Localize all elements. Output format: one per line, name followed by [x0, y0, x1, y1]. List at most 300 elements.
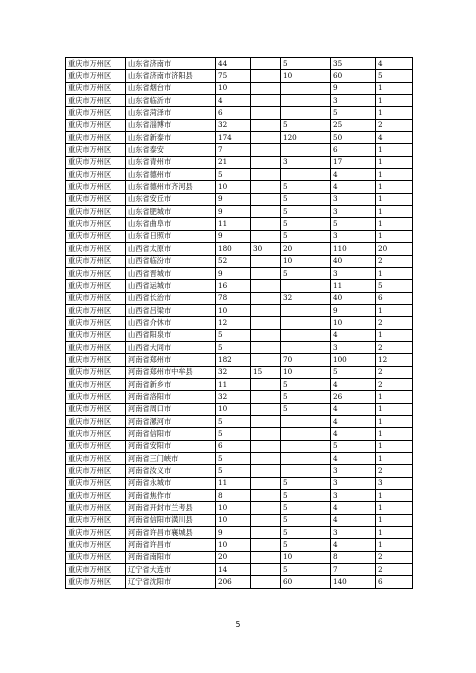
total-cell: 32: [216, 366, 251, 378]
col-b-cell: 15: [251, 366, 281, 378]
col-e-cell: 1: [376, 329, 413, 341]
table-row: [66, 119, 413, 131]
origin-cell: 重庆市万州区: [66, 169, 126, 181]
col-c-cell: 70: [281, 354, 331, 366]
col-e-cell: 1: [376, 415, 413, 427]
table-row: [66, 502, 413, 514]
col-b-cell: [251, 95, 281, 107]
col-c-cell: 5: [281, 391, 331, 403]
col-b-cell: [251, 218, 281, 230]
table-row: [66, 415, 413, 427]
col-c-cell: [281, 304, 331, 316]
col-e-cell: 4: [376, 58, 413, 70]
origin-cell: 重庆市万州区: [66, 403, 126, 415]
col-e-cell: 2: [376, 366, 413, 378]
origin-cell: 重庆市万州区: [66, 477, 126, 489]
col-e-cell: 12: [376, 354, 413, 366]
total-cell: 9: [216, 267, 251, 279]
destination-cell: 河南省漯河市: [126, 415, 216, 427]
destination-cell: 河南省汝义市: [126, 465, 216, 477]
col-b-cell: [251, 206, 281, 218]
table-row: [66, 551, 413, 563]
table-row: [66, 403, 413, 415]
data-table: [65, 57, 413, 589]
destination-cell: 山东省德州市齐河县: [126, 181, 216, 193]
destination-cell: 山西省阳泉市: [126, 329, 216, 341]
origin-cell: 重庆市万州区: [66, 391, 126, 403]
col-e-cell: 3: [376, 477, 413, 489]
destination-cell: 河南省三门峡市: [126, 453, 216, 465]
col-c-cell: 5: [281, 378, 331, 390]
col-d-cell: 100: [331, 354, 376, 366]
origin-cell: 重庆市万州区: [66, 218, 126, 230]
destination-cell: 河南省周口市: [126, 403, 216, 415]
col-e-cell: 1: [376, 440, 413, 452]
col-e-cell: 1: [376, 539, 413, 551]
origin-cell: 重庆市万州区: [66, 156, 126, 168]
origin-cell: 重庆市万州区: [66, 378, 126, 390]
col-b-cell: [251, 403, 281, 415]
total-cell: 11: [216, 477, 251, 489]
col-d-cell: 4: [331, 378, 376, 390]
col-e-cell: 1: [376, 490, 413, 502]
table-row: [66, 354, 413, 366]
col-c-cell: 5: [281, 193, 331, 205]
destination-cell: 山东省菏泽市: [126, 107, 216, 119]
destination-cell: 山西省吕梁市: [126, 304, 216, 316]
table-row: [66, 378, 413, 390]
destination-cell: 河南省焦作市: [126, 490, 216, 502]
table-row: [66, 304, 413, 316]
origin-cell: 重庆市万州区: [66, 341, 126, 353]
destination-cell: 河南省洛阳市: [126, 391, 216, 403]
total-cell: 16: [216, 280, 251, 292]
col-d-cell: 35: [331, 58, 376, 70]
table-row: [66, 280, 413, 292]
origin-cell: 重庆市万州区: [66, 415, 126, 427]
origin-cell: 重庆市万州区: [66, 292, 126, 304]
col-c-cell: 5: [281, 564, 331, 576]
col-b-cell: [251, 292, 281, 304]
origin-cell: 重庆市万州区: [66, 144, 126, 156]
col-b-cell: [251, 490, 281, 502]
col-d-cell: 3: [331, 230, 376, 242]
col-c-cell: [281, 144, 331, 156]
col-e-cell: 1: [376, 267, 413, 279]
total-cell: 12: [216, 317, 251, 329]
col-b-cell: [251, 378, 281, 390]
origin-cell: 重庆市万州区: [66, 564, 126, 576]
col-d-cell: 3: [331, 95, 376, 107]
origin-cell: 重庆市万州区: [66, 539, 126, 551]
destination-cell: 河南省信阳市: [126, 428, 216, 440]
table-row: [66, 218, 413, 230]
destination-cell: 河南省许昌市: [126, 539, 216, 551]
col-b-cell: [251, 477, 281, 489]
total-cell: 11: [216, 218, 251, 230]
col-c-cell: 10: [281, 366, 331, 378]
col-d-cell: 40: [331, 292, 376, 304]
total-cell: 10: [216, 502, 251, 514]
destination-cell: 山西省大同市: [126, 341, 216, 353]
table-row: [66, 132, 413, 144]
origin-cell: 重庆市万州区: [66, 267, 126, 279]
col-b-cell: [251, 82, 281, 94]
col-c-cell: 5: [281, 58, 331, 70]
col-c-cell: 5: [281, 230, 331, 242]
col-b-cell: [251, 527, 281, 539]
table-row: [66, 255, 413, 267]
total-cell: 10: [216, 304, 251, 316]
col-b-cell: [251, 317, 281, 329]
col-d-cell: 4: [331, 453, 376, 465]
col-d-cell: 6: [331, 144, 376, 156]
origin-cell: 重庆市万州区: [66, 317, 126, 329]
table-row: [66, 181, 413, 193]
table-row: [66, 564, 413, 576]
col-c-cell: [281, 82, 331, 94]
origin-cell: 重庆市万州区: [66, 490, 126, 502]
col-c-cell: 5: [281, 514, 331, 526]
col-b-cell: [251, 341, 281, 353]
col-b-cell: [251, 280, 281, 292]
col-d-cell: 4: [331, 539, 376, 551]
total-cell: 10: [216, 403, 251, 415]
destination-cell: 河南省安阳市: [126, 440, 216, 452]
origin-cell: 重庆市万州区: [66, 527, 126, 539]
col-c-cell: 120: [281, 132, 331, 144]
total-cell: 32: [216, 391, 251, 403]
destination-cell: 山东省济南市济阳县: [126, 70, 216, 82]
destination-cell: 山东省淄博市: [126, 119, 216, 131]
col-b-cell: [251, 169, 281, 181]
col-b-cell: [251, 230, 281, 242]
col-d-cell: 26: [331, 391, 376, 403]
origin-cell: 重庆市万州区: [66, 366, 126, 378]
col-e-cell: 1: [376, 453, 413, 465]
total-cell: 5: [216, 329, 251, 341]
total-cell: 5: [216, 415, 251, 427]
col-c-cell: 5: [281, 119, 331, 131]
destination-cell: 河南省郑州市中牟县: [126, 366, 216, 378]
col-d-cell: 3: [331, 527, 376, 539]
col-d-cell: 3: [331, 477, 376, 489]
col-c-cell: 5: [281, 267, 331, 279]
col-b-cell: [251, 514, 281, 526]
origin-cell: 重庆市万州区: [66, 119, 126, 131]
col-c-cell: [281, 317, 331, 329]
total-cell: 180: [216, 243, 251, 255]
total-cell: 10: [216, 82, 251, 94]
col-d-cell: 11: [331, 280, 376, 292]
col-c-cell: 20: [281, 243, 331, 255]
col-c-cell: 32: [281, 292, 331, 304]
destination-cell: 山东省济南市: [126, 58, 216, 70]
col-b-cell: 30: [251, 243, 281, 255]
col-d-cell: 140: [331, 576, 376, 588]
total-cell: 52: [216, 255, 251, 267]
col-d-cell: 5: [331, 440, 376, 452]
destination-cell: 山东省烟台市: [126, 82, 216, 94]
col-c-cell: [281, 415, 331, 427]
table-row: [66, 58, 413, 70]
col-b-cell: [251, 267, 281, 279]
col-e-cell: 1: [376, 218, 413, 230]
origin-cell: 重庆市万州区: [66, 354, 126, 366]
table-row: [66, 527, 413, 539]
destination-cell: 山东省安丘市: [126, 193, 216, 205]
col-e-cell: 1: [376, 514, 413, 526]
col-b-cell: [251, 255, 281, 267]
col-c-cell: 10: [281, 70, 331, 82]
origin-cell: 重庆市万州区: [66, 329, 126, 341]
table-row: [66, 539, 413, 551]
col-c-cell: 5: [281, 490, 331, 502]
table-row: [66, 243, 413, 255]
col-d-cell: 9: [331, 82, 376, 94]
col-e-cell: 1: [376, 206, 413, 218]
total-cell: 4: [216, 95, 251, 107]
total-cell: 5: [216, 341, 251, 353]
col-e-cell: 1: [376, 230, 413, 242]
col-d-cell: 3: [331, 206, 376, 218]
destination-cell: 辽宁省大连市: [126, 564, 216, 576]
col-d-cell: 60: [331, 70, 376, 82]
destination-cell: 山东省新泰市: [126, 132, 216, 144]
total-cell: 21: [216, 156, 251, 168]
col-e-cell: 6: [376, 576, 413, 588]
col-e-cell: 1: [376, 95, 413, 107]
total-cell: 78: [216, 292, 251, 304]
col-e-cell: 1: [376, 144, 413, 156]
table-row: [66, 465, 413, 477]
col-c-cell: 5: [281, 477, 331, 489]
col-c-cell: [281, 280, 331, 292]
origin-cell: 重庆市万州区: [66, 230, 126, 242]
table-row: [66, 193, 413, 205]
total-cell: 10: [216, 181, 251, 193]
destination-cell: 山东省青州市: [126, 156, 216, 168]
col-d-cell: 4: [331, 514, 376, 526]
destination-cell: 山西省临汾市: [126, 255, 216, 267]
col-e-cell: 1: [376, 156, 413, 168]
origin-cell: 重庆市万州区: [66, 304, 126, 316]
col-d-cell: 7: [331, 564, 376, 576]
col-d-cell: 4: [331, 415, 376, 427]
table-row: [66, 440, 413, 452]
origin-cell: 重庆市万州区: [66, 107, 126, 119]
col-b-cell: [251, 576, 281, 588]
destination-cell: 山西省介休市: [126, 317, 216, 329]
col-e-cell: 1: [376, 169, 413, 181]
destination-cell: 河南省许昌市襄城县: [126, 527, 216, 539]
col-c-cell: 5: [281, 527, 331, 539]
col-c-cell: [281, 428, 331, 440]
col-c-cell: 5: [281, 403, 331, 415]
col-d-cell: 3: [331, 465, 376, 477]
col-b-cell: [251, 119, 281, 131]
destination-cell: 山东省临沂市: [126, 95, 216, 107]
table-row: [66, 107, 413, 119]
col-e-cell: 1: [376, 107, 413, 119]
col-b-cell: [251, 440, 281, 452]
table-row: [66, 341, 413, 353]
origin-cell: 重庆市万州区: [66, 82, 126, 94]
col-e-cell: 5: [376, 70, 413, 82]
col-e-cell: 1: [376, 304, 413, 316]
origin-cell: 重庆市万州区: [66, 181, 126, 193]
col-b-cell: [251, 564, 281, 576]
table-row: [66, 156, 413, 168]
col-e-cell: 1: [376, 193, 413, 205]
col-d-cell: 4: [331, 329, 376, 341]
col-b-cell: [251, 132, 281, 144]
total-cell: 14: [216, 564, 251, 576]
col-b-cell: [251, 329, 281, 341]
col-d-cell: 3: [331, 490, 376, 502]
destination-cell: 山西省运城市: [126, 280, 216, 292]
col-e-cell: 2: [376, 465, 413, 477]
col-b-cell: [251, 107, 281, 119]
col-b-cell: [251, 181, 281, 193]
col-b-cell: [251, 502, 281, 514]
destination-cell: 河南省新乡市: [126, 378, 216, 390]
col-e-cell: 1: [376, 403, 413, 415]
table-row: [66, 366, 413, 378]
origin-cell: 重庆市万州区: [66, 453, 126, 465]
col-e-cell: 1: [376, 428, 413, 440]
col-b-cell: [251, 415, 281, 427]
col-e-cell: 2: [376, 551, 413, 563]
col-d-cell: 110: [331, 243, 376, 255]
origin-cell: 重庆市万州区: [66, 514, 126, 526]
col-c-cell: [281, 95, 331, 107]
table-row: [66, 317, 413, 329]
origin-cell: 重庆市万州区: [66, 58, 126, 70]
col-b-cell: [251, 465, 281, 477]
origin-cell: 重庆市万州区: [66, 428, 126, 440]
col-e-cell: 1: [376, 527, 413, 539]
origin-cell: 重庆市万州区: [66, 465, 126, 477]
origin-cell: 重庆市万州区: [66, 132, 126, 144]
col-e-cell: 2: [376, 317, 413, 329]
destination-cell: 河南省永城市: [126, 477, 216, 489]
col-d-cell: 17: [331, 156, 376, 168]
table-row: [66, 477, 413, 489]
total-cell: 32: [216, 119, 251, 131]
total-cell: 20: [216, 551, 251, 563]
total-cell: 7: [216, 144, 251, 156]
col-b-cell: [251, 354, 281, 366]
col-b-cell: [251, 304, 281, 316]
col-c-cell: [281, 329, 331, 341]
total-cell: 5: [216, 428, 251, 440]
col-c-cell: 10: [281, 255, 331, 267]
table-row: [66, 82, 413, 94]
col-b-cell: [251, 70, 281, 82]
col-c-cell: 60: [281, 576, 331, 588]
total-cell: 10: [216, 514, 251, 526]
origin-cell: 重庆市万州区: [66, 280, 126, 292]
table-row: [66, 514, 413, 526]
col-d-cell: 50: [331, 132, 376, 144]
origin-cell: 重庆市万州区: [66, 551, 126, 563]
col-d-cell: 3: [331, 193, 376, 205]
origin-cell: 重庆市万州区: [66, 193, 126, 205]
col-e-cell: 1: [376, 181, 413, 193]
table-row: [66, 391, 413, 403]
table-row: [66, 453, 413, 465]
col-c-cell: 5: [281, 218, 331, 230]
destination-cell: 山西省晋城市: [126, 267, 216, 279]
total-cell: 44: [216, 58, 251, 70]
col-d-cell: 4: [331, 428, 376, 440]
col-e-cell: 5: [376, 280, 413, 292]
total-cell: 75: [216, 70, 251, 82]
col-b-cell: [251, 551, 281, 563]
col-d-cell: 5: [331, 107, 376, 119]
col-c-cell: 5: [281, 539, 331, 551]
col-d-cell: 40: [331, 255, 376, 267]
total-cell: 182: [216, 354, 251, 366]
col-d-cell: 3: [331, 267, 376, 279]
col-c-cell: 3: [281, 156, 331, 168]
total-cell: 8: [216, 490, 251, 502]
col-e-cell: 1: [376, 82, 413, 94]
table-row: [66, 169, 413, 181]
col-d-cell: 3: [331, 341, 376, 353]
origin-cell: 重庆市万州区: [66, 255, 126, 267]
col-d-cell: 9: [331, 304, 376, 316]
origin-cell: 重庆市万州区: [66, 95, 126, 107]
total-cell: 5: [216, 169, 251, 181]
total-cell: 206: [216, 576, 251, 588]
col-c-cell: [281, 341, 331, 353]
total-cell: 9: [216, 527, 251, 539]
col-e-cell: 2: [376, 378, 413, 390]
origin-cell: 重庆市万州区: [66, 206, 126, 218]
destination-cell: 河南省郑州市: [126, 354, 216, 366]
col-d-cell: 25: [331, 119, 376, 131]
col-e-cell: 2: [376, 564, 413, 576]
destination-cell: 河南省南阳市: [126, 551, 216, 563]
table-body: [66, 58, 413, 589]
col-c-cell: [281, 453, 331, 465]
total-cell: 11: [216, 378, 251, 390]
destination-cell: 河南省信阳市潢川县: [126, 514, 216, 526]
col-e-cell: 2: [376, 119, 413, 131]
table-row: [66, 95, 413, 107]
col-b-cell: [251, 539, 281, 551]
total-cell: 9: [216, 230, 251, 242]
total-cell: 174: [216, 132, 251, 144]
col-c-cell: 10: [281, 551, 331, 563]
table-row: [66, 267, 413, 279]
col-d-cell: 8: [331, 551, 376, 563]
destination-cell: 山东省泰安: [126, 144, 216, 156]
col-e-cell: 1: [376, 391, 413, 403]
col-d-cell: 5: [331, 366, 376, 378]
col-c-cell: [281, 107, 331, 119]
total-cell: 6: [216, 440, 251, 452]
origin-cell: 重庆市万州区: [66, 440, 126, 452]
table-row: [66, 230, 413, 242]
col-c-cell: 5: [281, 502, 331, 514]
col-b-cell: [251, 453, 281, 465]
col-b-cell: [251, 193, 281, 205]
table-row: [66, 292, 413, 304]
table-row: [66, 144, 413, 156]
